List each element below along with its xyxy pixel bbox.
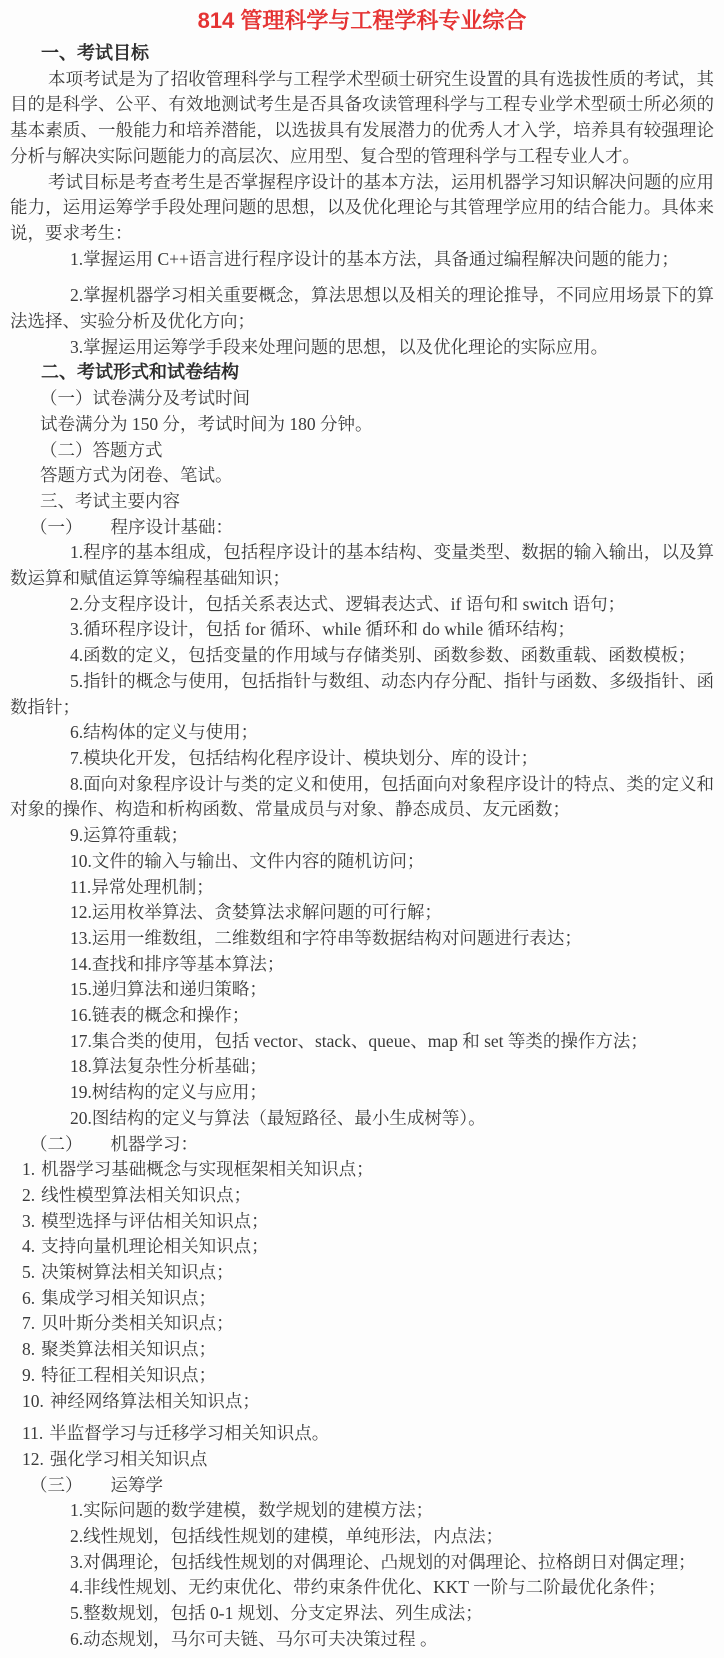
list-item-number: 1.: [70, 248, 84, 269]
list-item: [10, 1627, 714, 1653]
list-item-number: 10.: [70, 850, 92, 871]
list-item-text: 线性模型算法相关知识点；: [41, 1184, 252, 1205]
list-item: [10, 1080, 714, 1106]
list-item-text: 集合类的使用，包括 vector、stack、queue、map 和 set 等类的操作方法；: [91, 1030, 648, 1051]
list-item-text: 动态规划，马尔可夫链、马尔可夫决策过程 。: [83, 1628, 438, 1649]
list-item-text: 查找和排序等基本算法；: [91, 953, 285, 974]
list-item: [10, 1157, 714, 1183]
list-item-text: 异常处理机制；: [91, 876, 214, 897]
list-item: [10, 1524, 714, 1550]
list-item: [10, 1498, 714, 1524]
subsection-label: （二）: [30, 1133, 83, 1154]
section-heading: 一、考试目标: [41, 43, 149, 63]
list-item-text: 掌握运用运筹学手段来处理问题的思想，以及优化理论的实际应用。: [83, 336, 609, 357]
text-line: （一）试卷满分及考试时间: [40, 388, 250, 409]
list-item-number: 20.: [70, 1107, 92, 1128]
list-item: [10, 540, 714, 591]
list-item: [10, 1183, 714, 1209]
list-item-text: 线性规划，包括线性规划的建模，单纯形法，内点法；: [83, 1526, 504, 1547]
list-item: [10, 952, 714, 978]
doc-body: [10, 41, 714, 1653]
list-item-number: 16.: [70, 1005, 92, 1026]
list-item-number: 6.: [70, 722, 84, 743]
list-item-text: 决策树算法相关知识点；: [41, 1262, 234, 1283]
list-item: [10, 1363, 714, 1389]
list-item: [10, 283, 714, 334]
list-item: [10, 1234, 714, 1260]
list-item: [10, 875, 714, 901]
list-item: [10, 1550, 714, 1576]
list-item-number: 3.: [22, 1210, 36, 1231]
list-item-text: 图结构的定义与算法（最短路径、最小生成树等）。: [91, 1107, 486, 1128]
doc-title: 814 管理科学与工程学科专业综合: [197, 8, 527, 33]
list-item-text: 整数规划，包括 0-1 规划、分支定界法、列生成法；: [83, 1603, 483, 1624]
list-item-text: 模型选择与评估相关知识点；: [41, 1210, 269, 1231]
paragraph: 考试目标是考查考生是否掌握程序设计的基本方法，运用机器学习知识解决问题的应用能力，运用运筹学手段处理问题的思想，以及优化理论与其管理学应用的结合能力。具体来说，要求考生：: [10, 171, 714, 243]
list-item-number: 8.: [70, 773, 84, 794]
subsection-label: （一）: [30, 516, 83, 537]
list-item-number: 1.: [70, 542, 84, 563]
list-item-number: 19.: [70, 1082, 92, 1103]
list-item: [10, 669, 714, 720]
list-item: [10, 1286, 714, 1312]
list-item-number: 10.: [22, 1390, 44, 1411]
list-item-text: 特征工程相关知识点；: [41, 1364, 217, 1385]
list-item-text: 机器学习基础概念与实现框架相关知识点；: [41, 1159, 374, 1180]
subsection-label: （三）: [30, 1474, 83, 1495]
list-item-text: 半监督学习与迁移学习相关知识点。: [49, 1423, 330, 1444]
list-item-text: 运用一维数组，二维数组和字符串等数据结构对问题进行表达；: [91, 927, 582, 948]
list-item-number: 4.: [70, 1577, 84, 1598]
list-item: [10, 1311, 714, 1337]
list-item-number: 4.: [70, 645, 84, 666]
list-item: [10, 1575, 714, 1601]
list-item: [10, 592, 714, 618]
list-item: [10, 1054, 714, 1080]
text-line: （二）答题方式: [40, 439, 163, 460]
list-item: [10, 1209, 714, 1235]
list-item-text: 文件的输入与输出、文件内容的随机访问；: [91, 850, 425, 871]
list-item-text: 链表的概念和操作；: [91, 1005, 250, 1026]
subsection-heading: [10, 1132, 714, 1158]
list-item-number: 7.: [22, 1313, 36, 1334]
text-line: 答题方式为闭卷、笔试。: [40, 465, 233, 486]
list-item: [10, 1106, 714, 1132]
list-item: [10, 1447, 714, 1473]
list-item-text: 面向对象程序设计与类的定义和使用，包括面向对象程序设计的特点、类的定义和对象的操作、构造和析构函数、常量成员与对象、静态成员、友元函数；: [10, 773, 714, 820]
list-item: [10, 1029, 714, 1055]
list-item-text: 运用枚举算法、贪婪算法求解问题的可行解；: [91, 902, 442, 923]
text-line: 三、考试主要内容: [40, 490, 180, 511]
list-item-text: 神经网络算法相关知识点；: [49, 1390, 260, 1411]
subsection-title: 机器学习：: [110, 1133, 198, 1154]
list-item: [10, 1389, 714, 1415]
list-item-number: 11.: [70, 876, 92, 897]
list-item-text: 分支程序设计，包括关系表达式、逻辑表达式、if 语句和 switch 语句；: [83, 593, 626, 614]
list-item-text: 非线性规划、无约束优化、带约束条件优化、KKT 一阶与二阶最优化条件；: [83, 1577, 666, 1598]
list-item-number: 1.: [70, 1500, 84, 1521]
list-item-text: 结构体的定义与使用；: [83, 722, 259, 743]
list-item-number: 2.: [70, 285, 84, 306]
list-item-number: 2.: [70, 593, 84, 614]
list-item: [10, 643, 714, 669]
list-item-number: 5.: [22, 1262, 36, 1283]
subsection-title: 运筹学: [110, 1474, 163, 1495]
list-item-number: 9.: [22, 1364, 36, 1385]
list-item-text: 强化学习相关知识点: [49, 1448, 208, 1469]
list-item-number: 5.: [70, 1603, 84, 1624]
list-item-text: 运算符重载；: [83, 825, 189, 846]
list-item: [10, 823, 714, 849]
list-item: [10, 335, 714, 361]
list-item-text: 贝叶斯分类相关知识点；: [41, 1313, 234, 1334]
list-item-text: 实际问题的数学建模，数学规划的建模方法；: [83, 1500, 434, 1521]
list-item: [10, 1421, 714, 1447]
list-item-number: 11.: [22, 1423, 44, 1444]
list-item: [10, 772, 714, 823]
list-item-number: 1.: [22, 1159, 36, 1180]
subsection-heading: [10, 515, 714, 541]
list-item-number: 5.: [70, 670, 84, 691]
list-item-number: 6.: [22, 1287, 36, 1308]
list-item-number: 12.: [70, 902, 92, 923]
list-item-number: 8.: [22, 1339, 36, 1360]
list-item: [10, 1260, 714, 1286]
list-item: [10, 617, 714, 643]
subsection-heading: [10, 1473, 714, 1499]
list-item: [10, 926, 714, 952]
list-item-number: 4.: [22, 1236, 36, 1257]
list-item-number: 6.: [70, 1628, 84, 1649]
list-item-text: 聚类算法相关知识点；: [41, 1339, 217, 1360]
list-item-number: 12.: [22, 1448, 44, 1469]
list-item-text: 掌握机器学习相关重要概念，算法思想以及相关的理论推导，不同应用场景下的算法选择、实验分析及优化方向；: [10, 285, 714, 332]
list-item-text: 模块化开发，包括结构化程序设计、模块划分、库的设计；: [83, 747, 539, 768]
subsection-title: 程序设计基础：: [110, 516, 233, 537]
list-item-text: 递归算法和递归策略；: [91, 979, 267, 1000]
list-item-number: 3.: [70, 336, 84, 357]
list-item: [10, 1337, 714, 1363]
list-item-number: 15.: [70, 979, 92, 1000]
section-heading: 二、考试形式和试卷结构: [41, 362, 239, 383]
list-item: [10, 900, 714, 926]
list-item-number: 13.: [70, 927, 92, 948]
list-item: [10, 247, 714, 273]
list-item-text: 树结构的定义与应用；: [91, 1082, 267, 1103]
list-item-number: 2.: [22, 1184, 36, 1205]
list-item: [10, 1601, 714, 1627]
list-item: [10, 720, 714, 746]
list-item-text: 循环程序设计，包括 for 循环、while 循环和 do while 循环结构；: [83, 619, 576, 640]
list-item: [10, 746, 714, 772]
paragraph: 本项考试是为了招收管理科学与工程学术型硕士研究生设置的具有选拔性质的考试，其目的是科学、公平、有效地测试考生是否具备攻读管理科学与工程专业学术型硕士所必须的基本素质、一般能力和培养潜能，以选拔具有发展潜力的优秀人才入学，培养具有较强理论分析与解决实际问题能力的高层次、应用型、复合型的管理科学与工程专业人才。: [10, 68, 714, 166]
list-item-text: 支持向量机理论相关知识点；: [41, 1236, 269, 1257]
list-item-text: 集成学习相关知识点；: [41, 1287, 217, 1308]
list-item-text: 对偶理论，包括线性规划的对偶理论、凸规划的对偶理论、拉格朗日对偶定理；: [83, 1551, 696, 1572]
list-item: [10, 977, 714, 1003]
list-item-number: 9.: [70, 825, 84, 846]
list-item-number: 17.: [70, 1030, 92, 1051]
list-item-number: 18.: [70, 1056, 92, 1077]
list-item-number: 2.: [70, 1526, 84, 1547]
list-item: [10, 849, 714, 875]
list-item-text: 算法复杂性分析基础；: [91, 1056, 267, 1077]
list-item: [10, 1003, 714, 1029]
list-item-number: 7.: [70, 747, 84, 768]
list-item-text: 函数的定义，包括变量的作用域与存储类别、函数参数、函数重载、函数模板；: [83, 645, 696, 666]
text-line: 试卷满分为 150 分，考试时间为 180 分钟。: [40, 413, 373, 434]
list-item-text: 程序的基本组成，包括程序设计的基本结构、变量类型、数据的输入输出，以及算数运算和赋值运算等编程基础知识；: [10, 542, 714, 589]
list-item-text: 指针的概念与使用，包括指针与数组、动态内存分配、指针与函数、多级指针、函数指针；: [10, 670, 714, 717]
list-item-number: 14.: [70, 953, 92, 974]
list-item-number: 3.: [70, 619, 84, 640]
list-item-number: 3.: [70, 1551, 84, 1572]
list-item-text: 掌握运用 C++语言进行程序设计的基本方法，具备通过编程解决问题的能力；: [83, 248, 679, 269]
